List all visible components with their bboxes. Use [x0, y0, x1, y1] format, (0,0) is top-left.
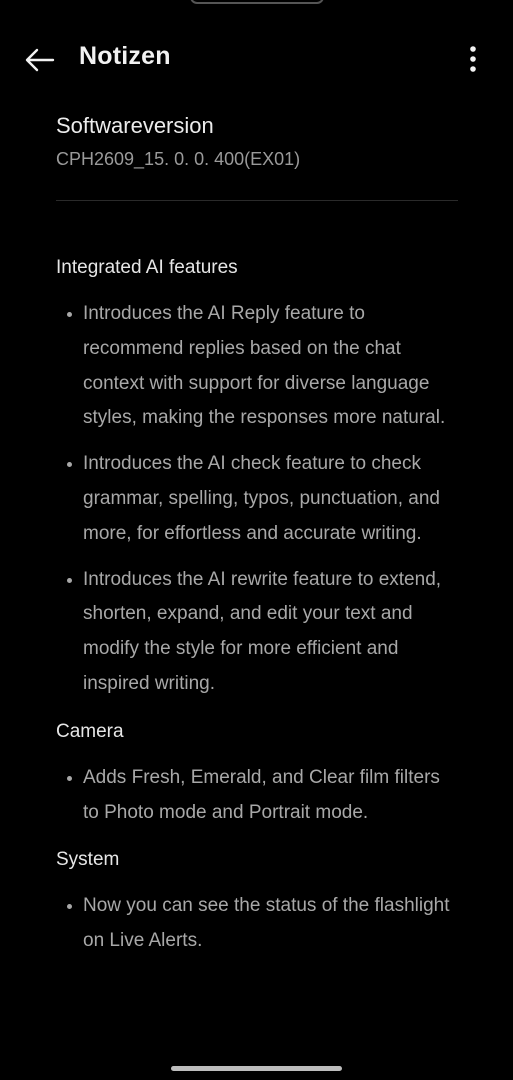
list-item: [56, 563, 458, 702]
list-item-text: Introduces the AI check feature to check grammar, spelling, typos, punctuation, and more, for effortless and accurate writing.: [83, 453, 440, 544]
home-indicator[interactable]: [171, 1066, 342, 1071]
bullet-icon: [67, 578, 72, 583]
section-title: System: [56, 849, 120, 871]
section-title: Integrated AI features: [56, 257, 238, 278]
list-item-text: Now you can see the status of the flashlight on Live Alerts.: [83, 895, 450, 952]
notes-list: [56, 297, 458, 702]
list-item-text: Adds Fresh, Emerald, and Clear film filters to Photo mode and Portrait mode.: [83, 766, 440, 823]
list-item: [56, 297, 458, 436]
release-notes-content: [56, 110, 458, 959]
bullet-icon: [67, 312, 72, 317]
notes-list: [56, 889, 458, 959]
page-title: Notizen: [79, 42, 171, 70]
list-item: [56, 761, 458, 831]
section-ai-features: [56, 254, 458, 702]
software-version-value: CPH2609_15. 0. 0. 400(EX01): [56, 149, 301, 169]
notes-list: [56, 761, 458, 831]
arrow-left-icon: [25, 48, 55, 72]
bullet-icon: [67, 776, 72, 781]
section-camera: [56, 718, 458, 831]
list-item: [56, 889, 458, 959]
back-button[interactable]: [20, 40, 60, 80]
divider: [56, 200, 458, 201]
list-item: [56, 447, 458, 551]
section-title: Camera: [56, 720, 124, 742]
app-bar: [0, 36, 513, 82]
software-version-label: Softwareversion: [56, 113, 214, 138]
section-system: [56, 846, 458, 959]
more-vertical-icon: [469, 45, 477, 75]
bullet-icon: [67, 904, 72, 909]
list-item-text: Introduces the AI Reply feature to recommend replies based on the chat context with support for diverse language styles, making the responses more natural.: [83, 303, 446, 429]
more-options-button[interactable]: [455, 42, 491, 78]
camera-notch: [190, 0, 324, 4]
bullet-icon: [67, 462, 72, 467]
list-item-text: Introduces the AI rewrite feature to extend, shorten, expand, and edit your text and modify the style for more efficient and inspired writing.: [83, 568, 442, 694]
